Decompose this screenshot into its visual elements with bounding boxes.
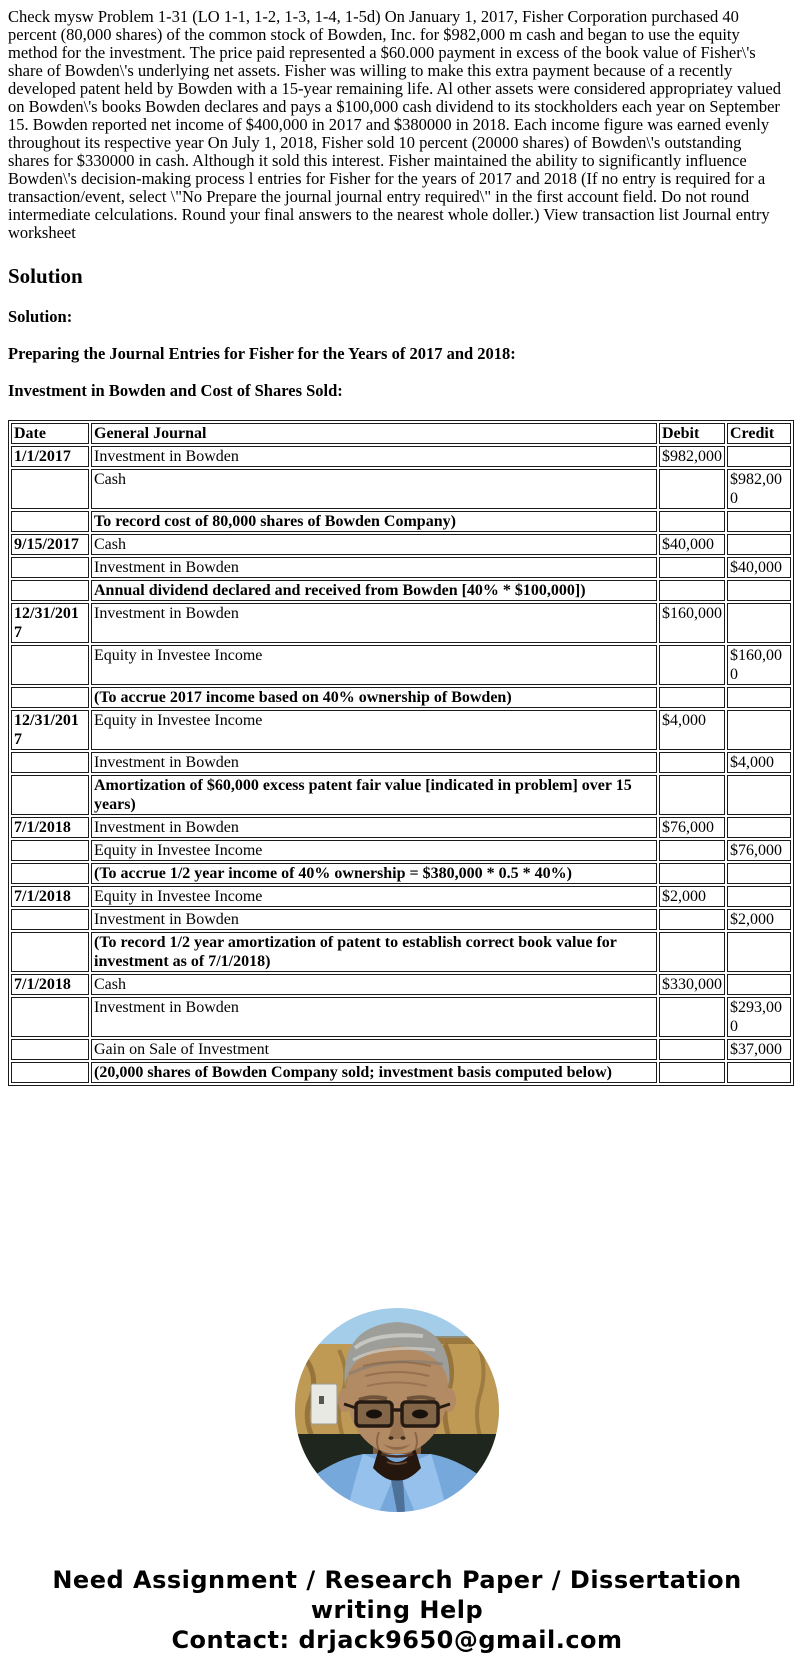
journal-row [11,817,791,838]
journal-debit-cell [659,687,725,708]
journal-row [11,557,791,578]
journal-debit-cell [659,752,725,773]
journal-credit-cell: $37,000 [727,1039,791,1060]
journal-debit-cell [659,1039,725,1060]
journal-memo-cell: To record cost of 80,000 shares of Bowden Company) [91,511,657,532]
journal-debit-cell [659,557,725,578]
journal-date-cell [11,1062,89,1083]
journal-row [11,752,791,773]
spacer [8,1086,786,1308]
preparing-entries-subheading: Preparing the Journal Entries for Fisher for the Years of 2017 and 2018: [8,344,516,363]
journal-row [11,775,791,815]
journal-date-cell [11,775,89,815]
journal-date-cell: 12/31/2017 [11,603,89,643]
journal-date-cell [11,1039,89,1060]
journal-credit-cell [727,775,791,815]
footer-banner [8,1565,786,1655]
journal-row [11,909,791,930]
journal-date-cell [11,863,89,884]
journal-date-cell [11,557,89,578]
journal-date-cell [11,997,89,1037]
journal-row [11,580,791,601]
journal-debit-cell [659,840,725,861]
journal-row [11,1039,791,1060]
tutor-photo-container [8,1308,786,1517]
journal-entries-table [8,420,794,1086]
journal-memo-cell: Annual dividend declared and received from Bowden [40% * $100,000]) [91,580,657,601]
journal-debit-cell: $330,000 [659,974,725,995]
journal-row [11,469,791,509]
journal-debit-cell: $4,000 [659,710,725,750]
journal-date-cell: 12/31/2017 [11,710,89,750]
footer-help-text: Need Assignment / Research Paper / Dissertation writing Help [52,1566,742,1624]
journal-credit-cell: $40,000 [727,557,791,578]
journal-row [11,932,791,972]
problem-statement: Check mysw Problem 1-31 (LO 1-1, 1-2, 1-3, 1-4, 1-5d) On January 1, 2017, Fisher Corporation purchased 40 percent (80,000 shares) of the common stock of Bowden, Inc. for $982,000 m cash and began to use the equity method for the investment. The price paid represented a $60.000 payment in excess of the book value of Fisher\'s share of Bowden\'s underlying net assets. Fisher was willing to make this extra payment because of a recently developed patent held by Bowden with a 15-year remaining life. Al other assets were considered appropriatey valued on Bowden\'s books Bowden declares and pays a $100,000 cash dividend to its stockholders each year on September 15. Bowden reported net income of $400,000 in 2017 and $380000 in 2018. Each income figure was earned evenly throughout its respective year On July 1, 2018, Fisher sold 10 percent (20000 shares) of Bowden\'s outstanding shares for $330000 in cash. Although it sold this interest. Fisher maintained the ability to significantly influence Bowden\'s decision-making process l entries for Fisher for the years of 2017 and 2018 (If no entry is required for a transaction/event, select \"No Prepare the journal journal entry required\" in the first account field. Do not round intermediate celculations. Round your final answers to the nearest whole doller.) View transaction list Journal entry worksheet [8,7,781,242]
journal-memo-cell: (To accrue 1/2 year income of 40% ownership = $380,000 * 0.5 * 40%) [91,863,657,884]
journal-account-cell: Equity in Investee Income [91,886,657,907]
journal-debit-cell [659,932,725,972]
footer-contact-text: Contact: drjack9650@gmail.com [171,1626,623,1654]
journal-date-cell [11,687,89,708]
journal-debit-cell [659,469,725,509]
journal-date-cell [11,840,89,861]
journal-credit-cell [727,603,791,643]
journal-row [11,603,791,643]
journal-row [11,687,791,708]
journal-memo-cell: (20,000 shares of Bowden Company sold; investment basis computed below) [91,1062,657,1083]
journal-table-body [11,446,791,1083]
journal-header-row [11,423,791,444]
journal-debit-cell [659,775,725,815]
journal-debit-cell [659,863,725,884]
journal-date-cell [11,645,89,685]
journal-row [11,534,791,555]
journal-date-cell: 7/1/2018 [11,974,89,995]
journal-row [11,511,791,532]
journal-row [11,1062,791,1083]
journal-account-cell: Equity in Investee Income [91,710,657,750]
journal-credit-cell: $160,000 [727,645,791,685]
journal-row [11,645,791,685]
journal-credit-cell [727,974,791,995]
column-header-general-journal: General Journal [91,423,657,444]
journal-date-cell [11,909,89,930]
journal-account-cell: Investment in Bowden [91,446,657,467]
journal-account-cell: Investment in Bowden [91,909,657,930]
journal-debit-cell [659,1062,725,1083]
journal-account-cell: Cash [91,974,657,995]
journal-row [11,997,791,1037]
journal-memo-cell: (To record 1/2 year amortization of patent to establish correct book value for investment as of 7/1/2018) [91,932,657,972]
journal-row [11,710,791,750]
tutor-avatar [295,1308,499,1512]
journal-date-cell [11,511,89,532]
investment-subheading: Investment in Bowden and Cost of Shares Sold: [8,381,343,400]
column-header-date: Date [11,423,89,444]
journal-row [11,446,791,467]
journal-credit-cell [727,446,791,467]
journal-account-cell: Investment in Bowden [91,752,657,773]
journal-date-cell: 7/1/2018 [11,817,89,838]
journal-debit-cell [659,909,725,930]
journal-account-cell: Investment in Bowden [91,557,657,578]
journal-account-cell: Equity in Investee Income [91,840,657,861]
journal-debit-cell: $982,000 [659,446,725,467]
journal-account-cell: Cash [91,534,657,555]
journal-debit-cell: $160,000 [659,603,725,643]
journal-credit-cell [727,511,791,532]
journal-credit-cell [727,687,791,708]
journal-date-cell: 7/1/2018 [11,886,89,907]
journal-debit-cell [659,645,725,685]
journal-date-cell [11,580,89,601]
journal-account-cell: Investment in Bowden [91,817,657,838]
journal-debit-cell: $40,000 [659,534,725,555]
journal-credit-cell [727,534,791,555]
journal-date-cell: 1/1/2017 [11,446,89,467]
journal-row [11,863,791,884]
journal-account-cell: Investment in Bowden [91,603,657,643]
journal-date-cell [11,469,89,509]
journal-credit-cell [727,580,791,601]
column-header-credit: Credit [727,423,791,444]
journal-account-cell: Gain on Sale of Investment [91,1039,657,1060]
journal-debit-cell: $76,000 [659,817,725,838]
journal-account-cell: Cash [91,469,657,509]
journal-account-cell: Equity in Investee Income [91,645,657,685]
journal-credit-cell: $982,000 [727,469,791,509]
journal-date-cell [11,932,89,972]
journal-row [11,974,791,995]
journal-credit-cell [727,817,791,838]
journal-debit-cell [659,511,725,532]
journal-credit-cell [727,886,791,907]
journal-credit-cell [727,932,791,972]
journal-credit-cell [727,863,791,884]
journal-memo-cell: (To accrue 2017 income based on 40% ownership of Bowden) [91,687,657,708]
journal-credit-cell: $293,000 [727,997,791,1037]
journal-credit-cell [727,1062,791,1083]
journal-row [11,886,791,907]
journal-date-cell: 9/15/2017 [11,534,89,555]
journal-account-cell: Investment in Bowden [91,997,657,1037]
journal-debit-cell: $2,000 [659,886,725,907]
journal-memo-cell: Amortization of $60,000 excess patent fair value [indicated in problem] over 15 years) [91,775,657,815]
journal-row [11,840,791,861]
journal-debit-cell [659,580,725,601]
journal-credit-cell: $76,000 [727,840,791,861]
solution-heading: Solution [8,264,83,288]
journal-debit-cell [659,997,725,1037]
solution-label: Solution: [8,307,73,326]
journal-credit-cell: $4,000 [727,752,791,773]
journal-credit-cell: $2,000 [727,909,791,930]
journal-date-cell [11,752,89,773]
column-header-debit: Debit [659,423,725,444]
journal-credit-cell [727,710,791,750]
